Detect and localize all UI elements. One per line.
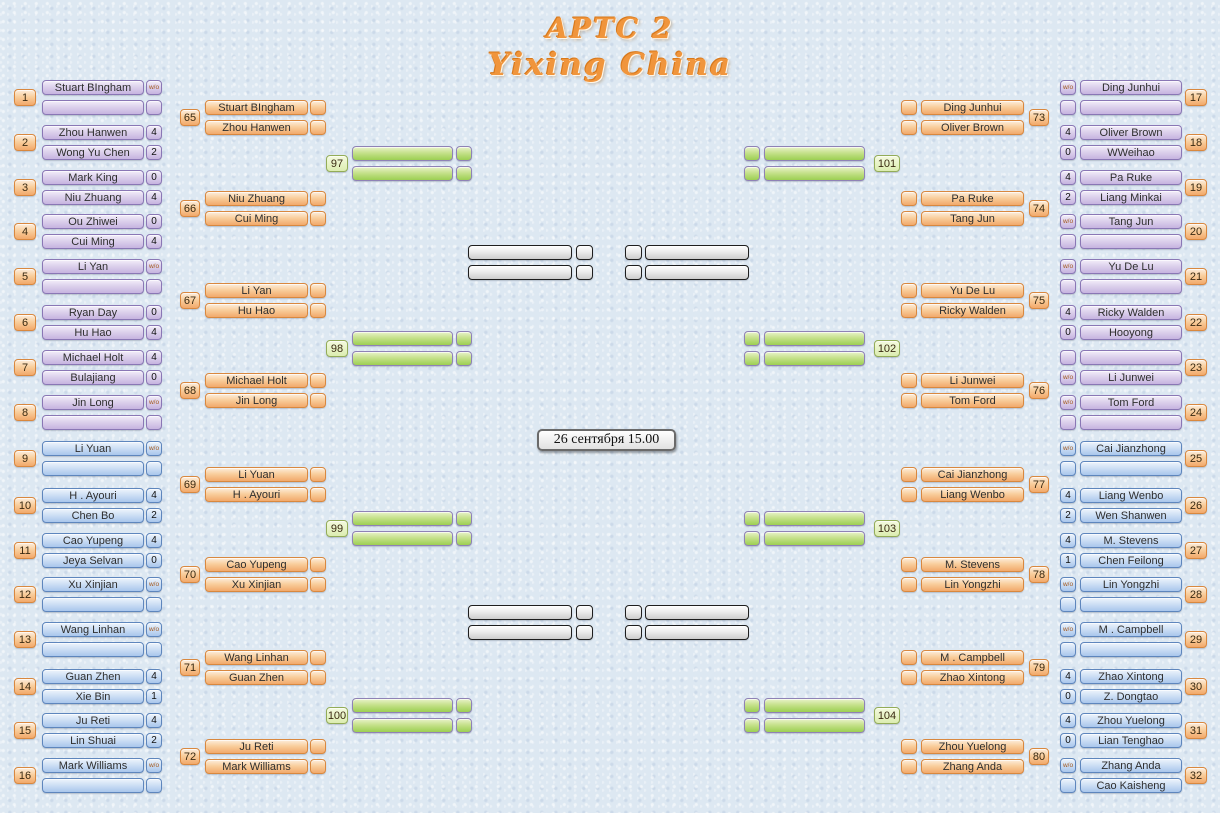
player-name-box[interactable]: Lin Shuai [42, 733, 144, 748]
match-number: 71 [180, 659, 200, 676]
player-name-box[interactable] [468, 605, 572, 620]
player-name-box[interactable]: Li Yuan [205, 467, 308, 482]
player-name-box[interactable]: Xu Xinjian [42, 577, 144, 592]
match-number: 79 [1029, 659, 1049, 676]
match-number: 72 [180, 748, 200, 765]
seed-number: 1 [14, 89, 36, 106]
seed-number: 8 [14, 404, 36, 421]
player-score-box[interactable]: w/o [146, 758, 162, 773]
player-name-box[interactable]: Zhao Xintong [1080, 669, 1182, 684]
player-name-box[interactable] [764, 718, 865, 733]
player-name-box[interactable] [42, 461, 144, 476]
seed-number: 12 [14, 586, 36, 603]
seed-number: 28 [1185, 586, 1207, 603]
player-name-box[interactable]: M . Campbell [921, 650, 1024, 665]
player-name-box[interactable]: Cao Yupeng [42, 533, 144, 548]
player-score-box[interactable] [744, 351, 760, 366]
player-score-box[interactable] [310, 557, 326, 572]
match-number: 77 [1029, 476, 1049, 493]
player-score-box[interactable] [146, 597, 162, 612]
player-score-box[interactable] [901, 120, 917, 135]
player-name-box[interactable]: Chen Feilong [1080, 553, 1182, 568]
seed-number: 22 [1185, 314, 1207, 331]
player-score-box[interactable] [456, 166, 472, 181]
player-score-box[interactable]: w/o [1060, 214, 1076, 229]
seed-number: 25 [1185, 450, 1207, 467]
player-name-box[interactable] [764, 351, 865, 366]
player-name-box[interactable]: Mark Williams [42, 758, 144, 773]
player-score-box[interactable] [576, 625, 593, 640]
player-name-box[interactable] [645, 265, 749, 280]
seed-number: 9 [14, 450, 36, 467]
seed-number: 5 [14, 268, 36, 285]
player-name-box[interactable]: Jeya Selvan [42, 553, 144, 568]
player-name-box[interactable] [764, 531, 865, 546]
player-name-box[interactable]: Ricky Walden [1080, 305, 1182, 320]
player-score-box[interactable] [1060, 778, 1076, 793]
player-name-box[interactable]: Guan Zhen [42, 669, 144, 684]
player-name-box[interactable]: Wen Shanwen [1080, 508, 1182, 523]
player-score-box[interactable]: 4 [146, 669, 162, 684]
player-score-box[interactable] [310, 739, 326, 754]
player-name-box[interactable] [42, 642, 144, 657]
player-score-box[interactable] [625, 605, 642, 620]
seed-number: 14 [14, 678, 36, 695]
seed-number: 21 [1185, 268, 1207, 285]
player-name-box[interactable] [764, 146, 865, 161]
player-score-box[interactable]: w/o [1060, 80, 1076, 95]
player-name-box[interactable]: Zhang Anda [1080, 758, 1182, 773]
player-score-box[interactable] [744, 511, 760, 526]
player-score-box[interactable] [1060, 415, 1076, 430]
player-score-box[interactable]: 2 [146, 733, 162, 748]
player-score-box[interactable]: 1 [146, 689, 162, 704]
player-score-box[interactable]: 2 [1060, 508, 1076, 523]
match-number: 76 [1029, 382, 1049, 399]
player-name-box[interactable]: Niu Zhuang [42, 190, 144, 205]
player-name-box[interactable]: Stuart BIngham [205, 100, 308, 115]
match-number: 68 [180, 382, 200, 399]
player-score-box[interactable]: 4 [146, 533, 162, 548]
player-name-box[interactable]: Cai Jianzhong [921, 467, 1024, 482]
player-name-box[interactable]: Yu De Lu [921, 283, 1024, 298]
player-score-box[interactable]: 0 [146, 170, 162, 185]
match-number: 98 [326, 340, 348, 357]
player-name-box[interactable]: Cao Yupeng [205, 557, 308, 572]
player-name-box[interactable]: Tang Jun [1080, 214, 1182, 229]
player-score-box[interactable] [901, 303, 917, 318]
seed-number: 32 [1185, 767, 1207, 784]
player-score-box[interactable]: 0 [1060, 145, 1076, 160]
player-name-box[interactable]: Ricky Walden [921, 303, 1024, 318]
player-name-box[interactable]: Mark King [42, 170, 144, 185]
player-name-box[interactable]: Wong Yu Chen [42, 145, 144, 160]
player-name-box[interactable]: Tom Ford [921, 393, 1024, 408]
player-score-box[interactable]: w/o [146, 259, 162, 274]
player-score-box[interactable]: w/o [1060, 577, 1076, 592]
match-number: 65 [180, 109, 200, 126]
player-score-box[interactable] [744, 531, 760, 546]
player-score-box[interactable] [901, 759, 917, 774]
player-score-box[interactable] [901, 211, 917, 226]
player-score-box[interactable]: 0 [146, 553, 162, 568]
player-name-box[interactable]: Cao Kaisheng [1080, 778, 1182, 793]
player-name-box[interactable]: Liang Minkai [1080, 190, 1182, 205]
match-number: 70 [180, 566, 200, 583]
seed-number: 16 [14, 767, 36, 784]
player-name-box[interactable]: M . Campbell [1080, 622, 1182, 637]
player-name-box[interactable]: Guan Zhen [205, 670, 308, 685]
schedule-date-button[interactable]: 26 сентября 15.00 [537, 429, 676, 451]
match-number: 73 [1029, 109, 1049, 126]
player-name-box[interactable]: Mark Williams [205, 759, 308, 774]
player-score-box[interactable] [744, 331, 760, 346]
seed-number: 7 [14, 359, 36, 376]
player-score-box[interactable] [901, 373, 917, 388]
player-score-box[interactable] [901, 650, 917, 665]
match-number: 69 [180, 476, 200, 493]
player-score-box[interactable] [1060, 350, 1076, 365]
player-score-box[interactable] [901, 670, 917, 685]
player-score-box[interactable] [576, 605, 593, 620]
player-name-box[interactable] [468, 245, 572, 260]
player-name-box[interactable]: Jin Long [42, 395, 144, 410]
player-score-box[interactable] [310, 650, 326, 665]
player-score-box[interactable] [901, 487, 917, 502]
seed-number: 4 [14, 223, 36, 240]
player-score-box[interactable]: w/o [1060, 622, 1076, 637]
player-score-box[interactable]: w/o [146, 395, 162, 410]
player-score-box[interactable]: 4 [1060, 533, 1076, 548]
player-score-box[interactable] [456, 718, 472, 733]
player-name-box[interactable]: Hooyong [1080, 325, 1182, 340]
player-score-box[interactable]: 4 [1060, 488, 1076, 503]
match-number: 99 [326, 520, 348, 537]
player-name-box[interactable] [645, 625, 749, 640]
player-score-box[interactable] [310, 467, 326, 482]
player-score-box[interactable] [456, 351, 472, 366]
seed-number: 30 [1185, 678, 1207, 695]
player-name-box[interactable]: Ou Zhiwei [42, 214, 144, 229]
player-name-box[interactable]: Li Junwei [1080, 370, 1182, 385]
player-name-box[interactable]: Tom Ford [1080, 395, 1182, 410]
player-name-box[interactable] [352, 511, 453, 526]
player-score-box[interactable] [310, 759, 326, 774]
player-score-box[interactable]: 2 [146, 508, 162, 523]
player-score-box[interactable]: w/o [146, 622, 162, 637]
match-number: 97 [326, 155, 348, 172]
player-name-box[interactable] [645, 605, 749, 620]
player-name-box[interactable] [42, 597, 144, 612]
player-name-box[interactable]: Cui Ming [205, 211, 308, 226]
player-name-box[interactable]: Zhao Xintong [921, 670, 1024, 685]
player-name-box[interactable]: Li Junwei [921, 373, 1024, 388]
seed-number: 29 [1185, 631, 1207, 648]
seed-number: 18 [1185, 134, 1207, 151]
player-name-box[interactable] [42, 100, 144, 115]
player-score-box[interactable] [1060, 642, 1076, 657]
match-number: 66 [180, 200, 200, 217]
player-name-box[interactable] [645, 245, 749, 260]
player-name-box[interactable]: Zhang Anda [921, 759, 1024, 774]
player-score-box[interactable]: 2 [146, 145, 162, 160]
player-score-box[interactable] [901, 100, 917, 115]
player-score-box[interactable] [1060, 234, 1076, 249]
player-name-box[interactable] [42, 279, 144, 294]
player-name-box[interactable] [764, 331, 865, 346]
player-score-box[interactable] [146, 279, 162, 294]
player-name-box[interactable]: Wang Linhan [42, 622, 144, 637]
player-score-box[interactable] [744, 166, 760, 181]
match-number: 75 [1029, 292, 1049, 309]
player-name-box[interactable] [764, 698, 865, 713]
player-score-box[interactable]: 4 [146, 713, 162, 728]
player-name-box[interactable] [1080, 234, 1182, 249]
player-score-box[interactable] [456, 531, 472, 546]
player-score-box[interactable] [310, 283, 326, 298]
player-name-box[interactable] [1080, 642, 1182, 657]
player-score-box[interactable] [146, 415, 162, 430]
player-score-box[interactable] [901, 393, 917, 408]
player-score-box[interactable] [456, 511, 472, 526]
player-score-box[interactable]: 0 [146, 214, 162, 229]
player-score-box[interactable] [146, 778, 162, 793]
player-score-box[interactable] [625, 265, 642, 280]
player-name-box[interactable]: Niu Zhuang [205, 191, 308, 206]
player-name-box[interactable]: Cai Jianzhong [1080, 441, 1182, 456]
player-score-box[interactable]: w/o [1060, 758, 1076, 773]
player-score-box[interactable] [901, 557, 917, 572]
player-name-box[interactable]: Michael Holt [205, 373, 308, 388]
player-name-box[interactable] [1080, 100, 1182, 115]
player-score-box[interactable] [1060, 279, 1076, 294]
player-score-box[interactable] [576, 245, 593, 260]
seed-number: 11 [14, 542, 36, 559]
player-score-box[interactable]: 4 [1060, 669, 1076, 684]
player-name-box[interactable]: WWeihao [1080, 145, 1182, 160]
player-score-box[interactable] [901, 283, 917, 298]
player-name-box[interactable]: M. Stevens [921, 557, 1024, 572]
player-name-box[interactable]: Ding Junhui [921, 100, 1024, 115]
player-score-box[interactable]: w/o [1060, 370, 1076, 385]
player-score-box[interactable] [310, 373, 326, 388]
player-name-box[interactable]: Zhou Hanwen [42, 125, 144, 140]
player-score-box[interactable] [310, 577, 326, 592]
player-score-box[interactable]: w/o [146, 441, 162, 456]
player-score-box[interactable] [310, 303, 326, 318]
player-score-box[interactable] [146, 461, 162, 476]
seed-number: 10 [14, 497, 36, 514]
player-score-box[interactable] [456, 146, 472, 161]
player-name-box[interactable]: Yu De Lu [1080, 259, 1182, 274]
player-score-box[interactable]: 0 [1060, 325, 1076, 340]
player-name-box[interactable] [352, 698, 453, 713]
player-score-box[interactable]: 1 [1060, 553, 1076, 568]
player-score-box[interactable]: 4 [146, 325, 162, 340]
player-score-box[interactable]: 0 [1060, 733, 1076, 748]
player-score-box[interactable] [146, 100, 162, 115]
player-name-box[interactable] [352, 718, 453, 733]
player-score-box[interactable]: 4 [1060, 305, 1076, 320]
match-number: 102 [874, 340, 900, 357]
tournament-title: APTC 2 [546, 12, 674, 45]
player-score-box[interactable] [901, 467, 917, 482]
seed-number: 20 [1185, 223, 1207, 240]
player-name-box[interactable]: Tang Jun [921, 211, 1024, 226]
match-number: 78 [1029, 566, 1049, 583]
seed-number: 19 [1185, 179, 1207, 196]
player-name-box[interactable]: Chen Bo [42, 508, 144, 523]
player-score-box[interactable] [310, 393, 326, 408]
player-name-box[interactable] [468, 625, 572, 640]
player-name-box[interactable]: Zhou Hanwen [205, 120, 308, 135]
player-name-box[interactable]: Cui Ming [42, 234, 144, 249]
match-number: 80 [1029, 748, 1049, 765]
seed-number: 6 [14, 314, 36, 331]
player-name-box[interactable] [352, 166, 453, 181]
player-score-box[interactable]: w/o [146, 577, 162, 592]
player-score-box[interactable]: 4 [1060, 170, 1076, 185]
player-name-box[interactable]: Liang Wenbo [1080, 488, 1182, 503]
player-name-box[interactable]: Xie Bin [42, 689, 144, 704]
player-name-box[interactable] [1080, 350, 1182, 365]
match-number: 74 [1029, 200, 1049, 217]
player-name-box[interactable]: Oliver Brown [1080, 125, 1182, 140]
player-name-box[interactable] [468, 265, 572, 280]
player-score-box[interactable]: 0 [146, 370, 162, 385]
player-score-box[interactable] [625, 245, 642, 260]
player-name-box[interactable] [352, 146, 453, 161]
player-name-box[interactable]: Lin Yongzhi [921, 577, 1024, 592]
player-name-box[interactable] [352, 351, 453, 366]
player-score-box[interactable]: 2 [1060, 190, 1076, 205]
player-name-box[interactable]: Jin Long [205, 393, 308, 408]
player-score-box[interactable] [901, 739, 917, 754]
player-name-box[interactable]: Li Yuan [42, 441, 144, 456]
player-name-box[interactable]: Oliver Brown [921, 120, 1024, 135]
player-name-box[interactable]: H . Ayouri [205, 487, 308, 502]
player-name-box[interactable] [1080, 415, 1182, 430]
player-name-box[interactable]: H . Ayouri [42, 488, 144, 503]
player-score-box[interactable] [310, 100, 326, 115]
player-name-box[interactable]: Li Yan [205, 283, 308, 298]
player-score-box[interactable]: 0 [146, 305, 162, 320]
player-score-box[interactable]: w/o [1060, 259, 1076, 274]
player-score-box[interactable]: 4 [1060, 713, 1076, 728]
player-score-box[interactable] [744, 718, 760, 733]
player-score-box[interactable] [310, 670, 326, 685]
player-name-box[interactable]: M. Stevens [1080, 533, 1182, 548]
player-name-box[interactable] [764, 166, 865, 181]
seed-number: 27 [1185, 542, 1207, 559]
player-score-box[interactable] [625, 625, 642, 640]
player-score-box[interactable] [310, 487, 326, 502]
player-score-box[interactable] [310, 211, 326, 226]
player-score-box[interactable] [1060, 597, 1076, 612]
player-score-box[interactable] [1060, 100, 1076, 115]
player-score-box[interactable] [456, 698, 472, 713]
player-name-box[interactable] [764, 511, 865, 526]
player-score-box[interactable]: 4 [146, 488, 162, 503]
seed-number: 13 [14, 631, 36, 648]
match-number: 101 [874, 155, 900, 172]
player-name-box[interactable]: Z. Dongtao [1080, 689, 1182, 704]
player-name-box[interactable]: Ryan Day [42, 305, 144, 320]
player-score-box[interactable]: 4 [146, 125, 162, 140]
seed-number: 15 [14, 722, 36, 739]
player-name-box[interactable]: Liang Wenbo [921, 487, 1024, 502]
player-name-box[interactable] [42, 778, 144, 793]
player-name-box[interactable]: Hu Hao [205, 303, 308, 318]
player-name-box[interactable] [1080, 461, 1182, 476]
player-name-box[interactable] [352, 331, 453, 346]
seed-number: 17 [1185, 89, 1207, 106]
player-score-box[interactable]: 4 [146, 190, 162, 205]
player-name-box[interactable] [352, 531, 453, 546]
tournament-location: Yixing China [487, 47, 733, 83]
player-name-box[interactable]: Wang Linhan [205, 650, 308, 665]
player-name-box[interactable]: Li Yan [42, 259, 144, 274]
player-name-box[interactable] [1080, 279, 1182, 294]
player-name-box[interactable]: Ju Reti [42, 713, 144, 728]
player-score-box[interactable] [901, 577, 917, 592]
match-number: 103 [874, 520, 900, 537]
player-score-box[interactable]: 4 [146, 234, 162, 249]
player-name-box[interactable]: Pa Ruke [1080, 170, 1182, 185]
seed-number: 31 [1185, 722, 1207, 739]
player-name-box[interactable]: Hu Hao [42, 325, 144, 340]
seed-number: 23 [1185, 359, 1207, 376]
seed-number: 3 [14, 179, 36, 196]
player-score-box[interactable] [1060, 461, 1076, 476]
player-name-box[interactable]: Zhou Yuelong [921, 739, 1024, 754]
player-name-box[interactable] [1080, 597, 1182, 612]
player-name-box[interactable]: Bulajiang [42, 370, 144, 385]
player-name-box[interactable]: Lian Tenghao [1080, 733, 1182, 748]
player-score-box[interactable] [310, 191, 326, 206]
player-name-box[interactable]: Pa Ruke [921, 191, 1024, 206]
player-score-box[interactable]: w/o [1060, 395, 1076, 410]
match-number: 67 [180, 292, 200, 309]
player-name-box[interactable]: Zhou Yuelong [1080, 713, 1182, 728]
player-score-box[interactable] [146, 642, 162, 657]
player-name-box[interactable]: Michael Holt [42, 350, 144, 365]
player-score-box[interactable]: 4 [146, 350, 162, 365]
player-score-box[interactable]: w/o [146, 80, 162, 95]
player-score-box[interactable]: 4 [1060, 125, 1076, 140]
player-score-box[interactable]: w/o [1060, 441, 1076, 456]
player-score-box[interactable]: 0 [1060, 689, 1076, 704]
match-number: 104 [874, 707, 900, 724]
player-score-box[interactable] [456, 331, 472, 346]
player-name-box[interactable] [42, 415, 144, 430]
player-score-box[interactable] [310, 120, 326, 135]
player-score-box[interactable] [576, 265, 593, 280]
player-score-box[interactable] [744, 146, 760, 161]
player-name-box[interactable]: Lin Yongzhi [1080, 577, 1182, 592]
player-name-box[interactable]: Stuart BIngham [42, 80, 144, 95]
seed-number: 24 [1185, 404, 1207, 421]
player-score-box[interactable] [744, 698, 760, 713]
player-name-box[interactable]: Ding Junhui [1080, 80, 1182, 95]
seed-number: 2 [14, 134, 36, 151]
seed-number: 26 [1185, 497, 1207, 514]
player-score-box[interactable] [901, 191, 917, 206]
match-number: 100 [326, 707, 348, 724]
player-name-box[interactable]: Xu Xinjian [205, 577, 308, 592]
player-name-box[interactable]: Ju Reti [205, 739, 308, 754]
